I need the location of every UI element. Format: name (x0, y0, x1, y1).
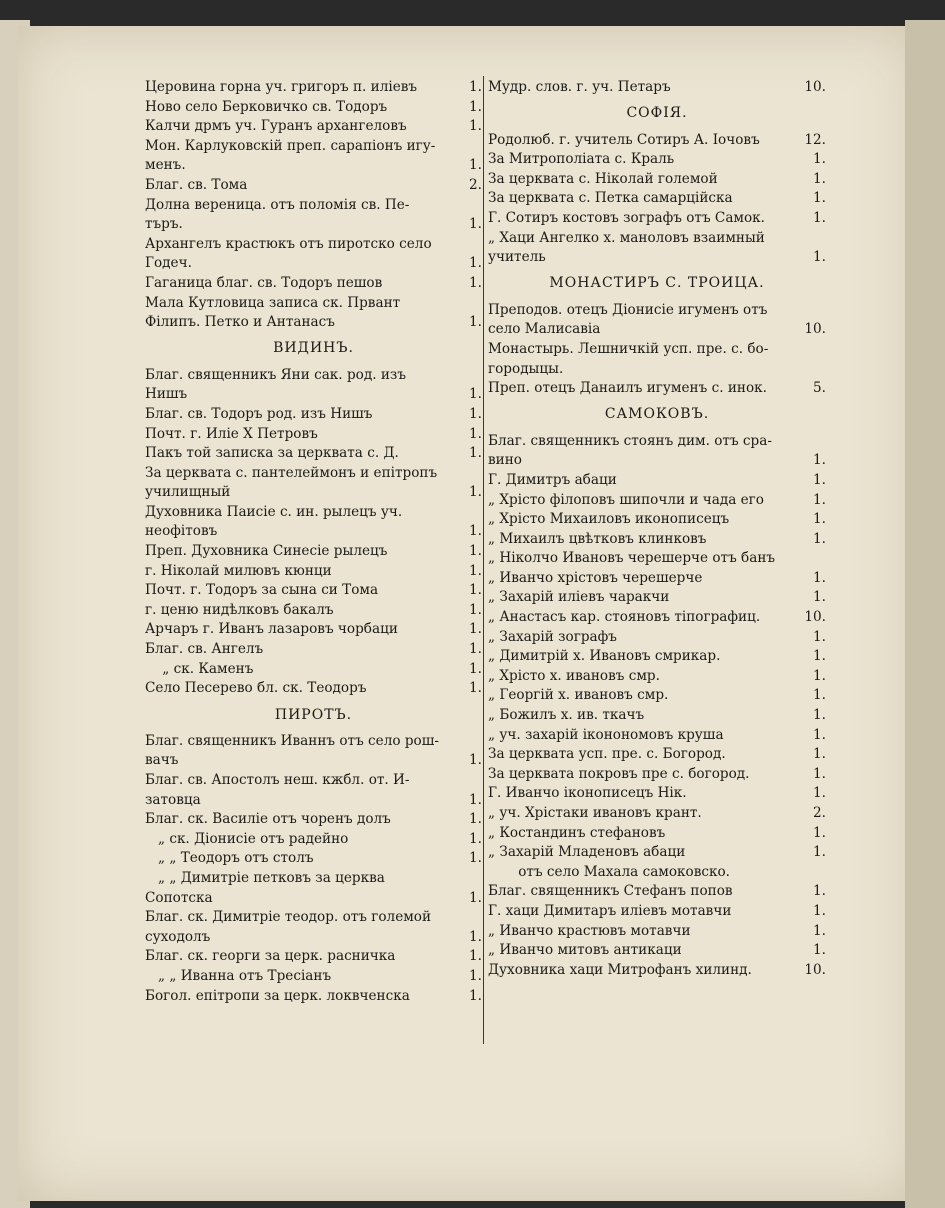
entry-amount: 1. (813, 511, 826, 528)
entry-text: Благ. ск. Василіе отъ чоренъ долъ (145, 811, 391, 828)
entry-amount: 1. (469, 118, 482, 135)
entry-text: Г. хаци Димитаръ иліевъ мотавчи (488, 902, 732, 919)
entry-text: „ ск. Діонисіе отъ радейно (145, 830, 349, 847)
entry-amount: 1. (469, 98, 482, 115)
section-heading: САМОКОВЪ. (604, 406, 710, 423)
entry-text: Г. Димитръ абаци (488, 471, 617, 488)
section-heading: МОНАСТИРЪ С. ТРОИЦА. (549, 275, 765, 292)
list-item (488, 902, 826, 922)
list-item (488, 941, 826, 961)
list-item (145, 542, 482, 562)
entry-amount: 1. (813, 746, 826, 763)
entry-amount: 1. (469, 811, 482, 828)
list-item (145, 947, 482, 967)
entry-text: „ Иванчо крастювъ мотавчи (488, 922, 691, 939)
entry-text: Благ. священникъ Стефанъ попов (488, 883, 733, 900)
list-item (145, 483, 482, 503)
entry-text: „ Божилъ х. ив. ткачъ (488, 707, 645, 724)
list-item (488, 726, 826, 746)
entry-text: „ Захарій иліевъ чаракчи (488, 589, 670, 606)
list-item (145, 967, 482, 987)
entry-amount: 1. (813, 530, 826, 547)
entry-text: Село Песерево бл. ск. Теодоръ (145, 680, 367, 697)
entry-text: Ново село Берковичко св. Тодоръ (145, 98, 388, 115)
list-item (488, 784, 826, 804)
list-item (145, 503, 482, 523)
entry-amount: 1. (813, 922, 826, 939)
list-item (488, 765, 826, 785)
entry-text: „ „ Иванна отъ Тресіанъ (145, 967, 332, 984)
entry-text: Монастырь. Лешничкій усп. пре. с. бо- (488, 340, 769, 357)
entry-amount: 1. (469, 314, 482, 331)
entry-text: суходолъ (145, 928, 211, 945)
column-divider (483, 76, 484, 1044)
entry-text: За церквата покровъ пре с. богород. (488, 765, 750, 782)
entry-text: затовца (145, 791, 201, 808)
entry-text: За церквата усп. пре. с. Богород. (488, 746, 726, 763)
list-item (145, 78, 482, 98)
entry-amount: 1. (813, 452, 826, 469)
entry-amount: 10. (804, 79, 826, 95)
list-item (488, 824, 826, 844)
entry-text: „ Захарій Младеновъ абаци (488, 844, 686, 861)
entry-text: учитель (488, 249, 546, 266)
list-item (488, 882, 826, 902)
list-item (145, 928, 482, 948)
list-item (145, 562, 482, 582)
list-item (488, 588, 826, 608)
entry-text: Арчаръ г. Иванъ лазаровъ чорбаци (145, 621, 398, 638)
list-item (488, 530, 826, 550)
list-item (145, 215, 482, 235)
entry-text: Богол. епітропи за церк. локвченска (145, 987, 410, 1004)
entry-text: Духовника хаци Митрофанъ хилинд. (488, 961, 752, 978)
entry-amount: 1. (469, 157, 482, 174)
entry-text: Благ. священникъ Иваннъ отъ село рош- (145, 732, 439, 749)
entry-text: „ Михаилъ цвѣтковъ клинковъ (488, 530, 707, 547)
entry-amount: 1. (469, 445, 482, 462)
entry-amount: 1. (813, 785, 826, 802)
list-item (145, 849, 482, 869)
entry-amount: 1. (469, 967, 482, 984)
entry-amount: 1. (813, 648, 826, 665)
list-item (488, 608, 826, 628)
entry-text: За Митрополіата с. Краль (488, 151, 675, 168)
entry-amount: 1. (469, 425, 482, 442)
list-item (145, 620, 482, 640)
entry-amount: 1. (469, 405, 482, 422)
entry-amount: 1. (469, 386, 482, 403)
list-item (145, 522, 482, 542)
entry-amount: 5. (813, 380, 826, 397)
list-item (488, 667, 826, 687)
list-item (488, 745, 826, 765)
list-item (488, 379, 826, 399)
list-item (145, 274, 482, 294)
entry-amount: 1. (469, 641, 482, 658)
list-item (145, 751, 482, 771)
list-item (488, 863, 826, 883)
list-item (145, 156, 482, 176)
list-item (145, 117, 482, 137)
list-item (488, 569, 826, 589)
entry-text: менъ. (145, 157, 186, 174)
entry-amount: 1. (469, 255, 482, 272)
list-item (145, 732, 482, 752)
entry-amount: 1. (813, 687, 826, 704)
list-item (145, 137, 482, 157)
list-item (145, 679, 482, 699)
entry-text: Церовина горна уч. григоръ п. иліевъ (145, 79, 418, 95)
entry-amount: 1. (813, 628, 826, 645)
entry-text: За церквата с. Петка самарційска (488, 190, 733, 207)
entry-text: „ Хрісто Михаиловъ иконописецъ (488, 511, 730, 528)
entry-text: Годеч. (145, 255, 192, 272)
entry-text: „ уч. захарій іконономовъ круша (488, 726, 724, 743)
entry-text: Нишъ (145, 386, 188, 403)
entry-text: Г. Сотиръ костовъ зографъ отъ Самок. (488, 209, 765, 226)
entry-text: „ Георгій х. ивановъ смр. (488, 687, 669, 704)
entry-amount: 1. (813, 190, 826, 207)
entry-text: неофітовъ (145, 523, 218, 540)
entry-text: За церквата с. пантелеймонъ и епітропъ (145, 464, 438, 481)
entry-text: Мала Кутловица записа ск. Првант (145, 294, 401, 311)
entry-text: За церквата с. Ніколай големой (488, 170, 718, 187)
entry-text: „ Хаци Ангелко х. маноловъ взаимный (488, 229, 765, 246)
list-item (488, 170, 826, 190)
list-item (488, 549, 826, 569)
list-item (488, 843, 826, 863)
entry-text: Калчи дрмъ уч. Гуранъ архангеловъ (145, 118, 407, 135)
entry-text: „ Иванчо митовъ антикаци (488, 942, 682, 959)
entry-text: „ Иванчо хрістовъ черешерче (488, 569, 703, 586)
list-item (488, 804, 826, 824)
entry-amount: 10. (804, 321, 826, 338)
list-item (488, 131, 826, 151)
entry-text: Благ. св. Тома (145, 176, 248, 193)
entry-text: Преп. Духовника Синесіе рылецъ (145, 543, 388, 560)
list-item (145, 791, 482, 811)
entry-amount: 1. (813, 707, 826, 724)
entry-amount: 1. (469, 484, 482, 501)
entry-text: Благ. ск. Димитріе теодор. отъ големой (145, 909, 432, 926)
list-item (145, 830, 482, 850)
entry-text: Благ. ск. георги за церк. расничка (145, 948, 396, 965)
entry-amount: 1. (469, 274, 482, 291)
entry-text: городыцы. (488, 360, 564, 377)
entry-text: търъ. (145, 216, 183, 233)
list-item (145, 640, 482, 660)
list-item (145, 810, 482, 830)
entry-amount: 10. (804, 961, 826, 978)
entry-text: Почт. г. Тодоръ за сына си Тома (145, 582, 379, 599)
list-item (145, 889, 482, 909)
section-heading: СОФІЯ. (626, 105, 688, 122)
entry-text: „ Димитрій х. Ивановъ смрикар. (488, 648, 721, 665)
entry-text: Преп. отецъ Данаилъ игуменъ с. инок. (488, 380, 767, 397)
entry-amount: 1. (469, 79, 482, 95)
entry-text: Гаганица благ. св. Тодоръ пешов (145, 274, 383, 291)
entry-amount: 1. (469, 987, 482, 1004)
list-item (145, 254, 482, 274)
list-item (145, 385, 482, 405)
list-item (488, 432, 826, 452)
entry-amount: 1. (469, 830, 482, 847)
entry-text: „ „ Теодоръ отъ столъ (145, 850, 314, 867)
facing-page-edge (905, 20, 945, 1208)
entry-amount: 1. (813, 902, 826, 919)
entry-text: „ ск. Каменъ (145, 660, 254, 677)
list-item (488, 209, 826, 229)
entry-amount: 2. (469, 176, 482, 193)
entry-amount: 10. (804, 609, 826, 626)
entry-text: Благ. св. Тодоръ род. изъ Нишъ (145, 405, 373, 422)
list-item (488, 961, 826, 981)
list-item (488, 451, 826, 471)
entry-amount: 1. (813, 151, 826, 168)
entry-amount: 1. (813, 170, 826, 187)
list-item (488, 471, 826, 491)
entry-text: Сопотска (145, 889, 213, 906)
entry-text: село Малисавіа (488, 321, 601, 338)
entry-text: Преподов. отецъ Діонисіе игуменъ отъ (488, 301, 768, 318)
entry-amount: 1. (469, 543, 482, 560)
entry-text: „ Хрісто філоповъ шипочли и чада его (488, 491, 764, 508)
entry-amount: 1. (813, 726, 826, 743)
list-item (145, 176, 482, 196)
entry-amount: 1. (813, 667, 826, 684)
entry-text: Мудр. слов. г. уч. Петаръ (488, 79, 671, 95)
list-item (145, 444, 482, 464)
list-item (488, 510, 826, 530)
entry-text: Духовника Паисіе с. ин. рылецъ уч. (145, 503, 403, 520)
list-item (488, 360, 826, 380)
entry-text: Пакъ той записка за церквата с. Д. (145, 445, 399, 462)
entry-amount: 1. (813, 942, 826, 959)
entry-text: училищный (145, 484, 231, 501)
list-item (488, 301, 826, 321)
list-item (145, 581, 482, 601)
entry-text: Почт. г. Иліе Х Петровъ (145, 425, 318, 442)
entry-text: „ Анастасъ кар. стояновъ тіпографиц. (488, 609, 761, 626)
entry-text: Благ. священникъ Яни сак. род. изъ (145, 366, 406, 383)
entry-text: Долна вереница. отъ поломія св. Пе- (145, 196, 410, 213)
list-item (145, 464, 482, 484)
entry-amount: 1. (469, 601, 482, 618)
entry-text: „ Костандинъ стефановъ (488, 824, 666, 841)
list-item (488, 248, 826, 268)
list-item (488, 922, 826, 942)
entry-amount: 1. (469, 660, 482, 677)
entry-text: Архангелъ крастюкъ отъ пиротско село (145, 235, 432, 252)
list-item (145, 987, 482, 1007)
entry-amount: 1. (813, 883, 826, 900)
list-item (145, 869, 482, 889)
entry-text: Філипъ. Петко и Антанасъ (145, 314, 335, 331)
entry-text: отъ село Махала самоковско. (488, 863, 730, 880)
entry-amount: 1. (469, 752, 482, 769)
entry-amount: 1. (469, 791, 482, 808)
list-item (488, 628, 826, 648)
entry-amount: 1. (813, 471, 826, 488)
entry-amount: 1. (813, 824, 826, 841)
entry-amount: 1. (469, 216, 482, 233)
entry-text: „ Хрісто х. ивановъ смр. (488, 667, 660, 684)
left-column (145, 78, 482, 1006)
list-item (488, 706, 826, 726)
list-item (488, 647, 826, 667)
entry-text: Г. Иванчо іконописецъ Нік. (488, 785, 687, 802)
entry-text: „ Ніколчо Ивановъ черешерче отъ банъ (488, 550, 776, 567)
entry-amount: 1. (813, 569, 826, 586)
entry-amount: 2. (813, 805, 826, 821)
entry-text: Благ. священникъ стоянъ дим. отъ сра- (488, 432, 772, 449)
entry-amount: 1. (469, 582, 482, 599)
list-item (488, 189, 826, 209)
section-heading: ВИДИНЪ. (273, 340, 354, 357)
entry-text: Благ. св. Апостолъ неш. кжбл. от. И- (145, 772, 410, 788)
list-item (145, 660, 482, 680)
entry-amount: 1. (469, 680, 482, 697)
right-column (488, 78, 826, 980)
list-item (145, 294, 482, 314)
entry-amount: 1. (813, 209, 826, 226)
entry-amount: 1. (813, 765, 826, 782)
entry-amount: 12. (804, 131, 826, 148)
entry-amount: 1. (813, 589, 826, 606)
entry-amount: 1. (469, 889, 482, 906)
entry-text: Мон. Карлуковскій преп. сарапіонъ игу- (145, 137, 436, 154)
section-heading: ПИРОТЪ. (274, 706, 353, 723)
entry-text: „ „ Димитріе петковъ за церква (145, 869, 385, 886)
entry-text: „ Захарій зографъ (488, 628, 617, 645)
list-item (488, 686, 826, 706)
entry-amount: 1. (469, 523, 482, 540)
list-item (145, 771, 482, 791)
list-item (145, 196, 482, 216)
list-item (145, 405, 482, 425)
list-item (488, 78, 826, 98)
list-item (488, 320, 826, 340)
list-item (145, 366, 482, 386)
entry-amount: 1. (813, 491, 826, 508)
entry-text: вино (488, 452, 522, 469)
list-item (145, 98, 482, 118)
entry-amount: 1. (469, 621, 482, 638)
entry-text: г. ценю нидѣлковъ бакалъ (145, 601, 334, 618)
entry-text: „ уч. Хрістаки ивановъ крант. (488, 805, 702, 821)
list-item (145, 313, 482, 333)
entry-amount: 1. (469, 948, 482, 965)
entry-amount: 1. (469, 562, 482, 579)
entry-amount: 1. (813, 844, 826, 861)
list-item (145, 601, 482, 621)
list-item (145, 235, 482, 255)
entry-text: г. Ніколай милювъ кюнци (145, 562, 332, 579)
entry-amount: 1. (469, 928, 482, 945)
entry-amount: 1. (469, 850, 482, 867)
list-item (488, 229, 826, 249)
list-item (488, 491, 826, 511)
list-item (488, 150, 826, 170)
entry-text: Родолюб. г. учитель Сотиръ А. Іочовъ (488, 131, 760, 148)
list-item (488, 340, 826, 360)
list-item (145, 908, 482, 928)
list-item (145, 425, 482, 445)
entry-text: Благ. св. Ангелъ (145, 641, 264, 658)
entry-text: вачъ (145, 752, 179, 769)
entry-amount: 1. (813, 249, 826, 266)
